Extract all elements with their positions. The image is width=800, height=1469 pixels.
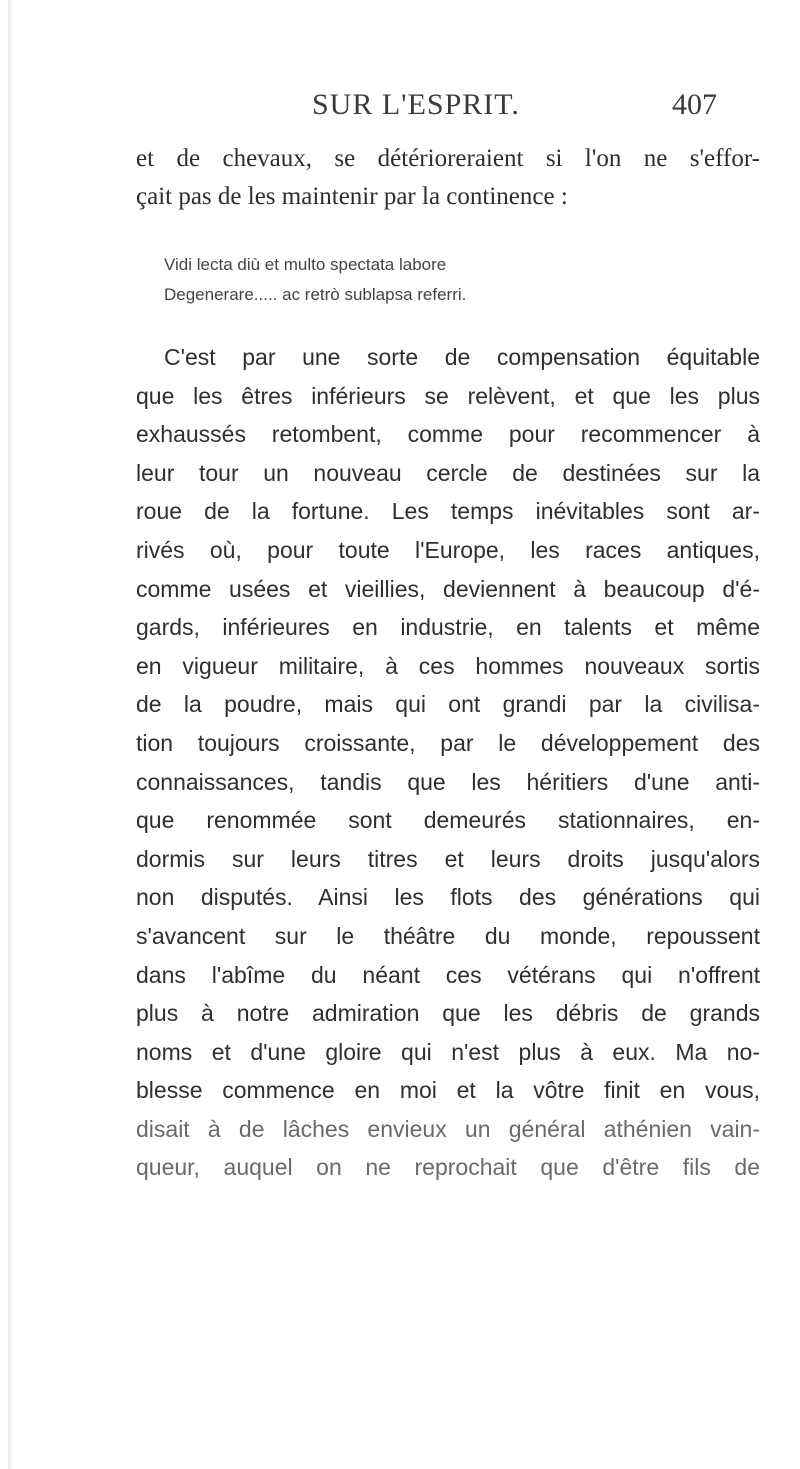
text-line: roue de la fortune. Les temps inévitables sont ar- [136, 498, 760, 525]
text-line: disait à de lâches envieux un général athénien vain- [136, 1115, 760, 1142]
page-binding-edge [8, 0, 14, 1469]
text-line: çait pas de les maintenir par la continence : [136, 183, 568, 210]
text-line: gards, inférieures en industrie, en talents et même [136, 614, 760, 641]
running-head [0, 88, 800, 128]
text-line: s'avancent sur le théâtre du monde, repoussent [136, 922, 760, 949]
text-line: connaissances, tandis que les héritiers d'une anti- [136, 768, 760, 795]
text-line: et de chevaux, se détérioreraient si l'on ne s'effor- [136, 145, 760, 172]
page-number: 407 [672, 88, 717, 121]
quote-line: Vidi lecta diù et multo spectata labore [164, 255, 447, 274]
text-line: de la poudre, mais qui ont grandi par la civilisa- [136, 691, 760, 718]
text-line: tion toujours croissante, par le développement des [136, 729, 760, 756]
text-line: dormis sur leurs titres et leurs droits jusqu'alors [136, 845, 760, 872]
text-line: que les êtres inférieurs se relèvent, et que les plus [136, 382, 760, 409]
text-line: dans l'abîme du néant ces vétérans qui n'offrent [136, 961, 760, 988]
main-paragraph [136, 338, 760, 1187]
text-line: plus à notre admiration que les débris de grands [136, 1000, 760, 1027]
text-line: rivés où, pour toute l'Europe, les races antiques, [136, 536, 760, 563]
latin-quotation [164, 250, 664, 310]
text-line: C'est par une sorte de compensation équitable [164, 344, 760, 370]
text-line: queur, auquel on ne reprochait que d'être fils de [136, 1154, 760, 1181]
text-line: noms et d'une gloire qui n'est plus à eux. Ma no- [136, 1038, 760, 1065]
text-line: blesse commence en moi et la vôtre finit en vous, [136, 1077, 760, 1104]
text-line: que renommée sont demeurés stationnaires, en- [136, 807, 760, 834]
text-line: non disputés. Ainsi les flots des générations qui [136, 884, 760, 911]
text-line: leur tour un nouveau cercle de destinées sur la [136, 459, 760, 486]
text-line: exhaussés retombent, comme pour recommencer à [136, 421, 760, 448]
running-title: SUR L'ESPRIT. [312, 88, 520, 121]
opening-text [136, 140, 760, 216]
text-line: comme usées et vieillies, deviennent à beaucoup d'é- [136, 575, 760, 602]
text-line: en vigueur militaire, à ces hommes nouveaux sortis [136, 652, 760, 679]
quote-line: Degenerare..... ac retrò sublapsa referri. [164, 285, 467, 304]
